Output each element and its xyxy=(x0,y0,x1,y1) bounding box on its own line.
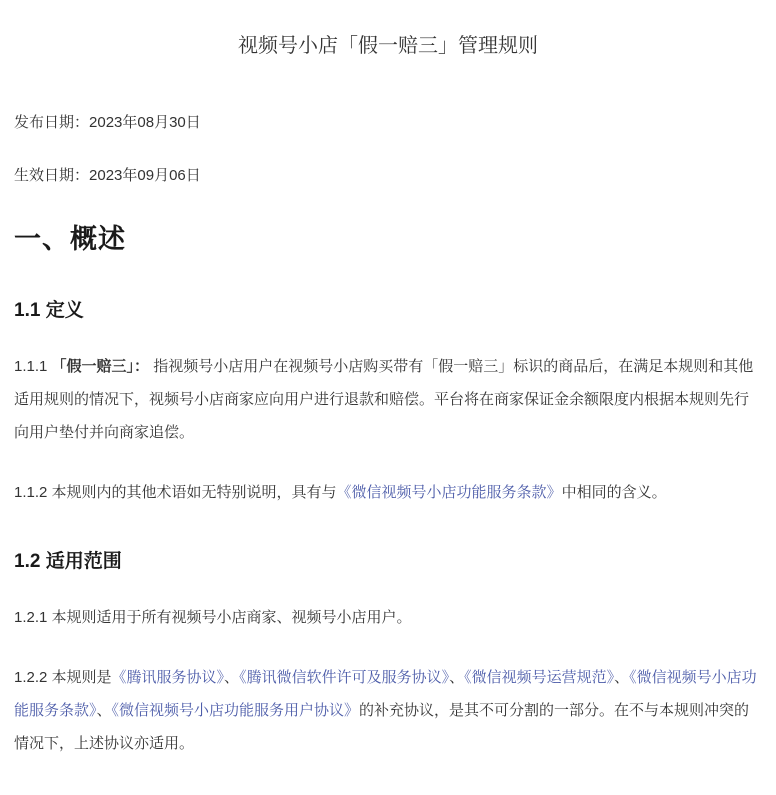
link-channels-operation-rules[interactable]: 《微信视频号运营规范》 xyxy=(464,669,615,686)
separator-1: 、 xyxy=(224,669,240,686)
publish-date-value: 2023年08月30日 xyxy=(89,114,201,131)
paragraph-1-1-1 xyxy=(14,350,762,449)
effective-date-value: 2023年09月06日 xyxy=(89,167,201,184)
effective-date-label: 生效日期： xyxy=(14,167,90,184)
heading-overview: 一、概述 xyxy=(14,224,126,254)
clause-text-1-2-2-post: 的补充协议，是其不可分割的一部分。在不与本规则冲突的情况下，上述协议亦适用。 xyxy=(14,702,750,752)
link-shop-function-user-agreement[interactable]: 《微信视频号小店功能服务用户协议》 xyxy=(111,702,360,719)
paragraph-1-2-2 xyxy=(14,661,762,760)
link-tencent-service-agreement[interactable]: 《腾讯服务协议》 xyxy=(111,669,225,686)
effective-date-line xyxy=(14,159,762,192)
paragraph-1-2-1: 1.2.1 本规则适用于所有视频号小店商家、视频号小店用户。 xyxy=(14,609,412,626)
clause-number-1-1-1: 1.1.1 xyxy=(14,358,48,375)
link-shop-function-service-terms[interactable]: 《微信视频号小店功能服务条款》 xyxy=(336,484,562,501)
link-wechat-software-license-agreement[interactable]: 《腾讯微信软件许可及服务协议》 xyxy=(239,669,450,686)
publish-date-line xyxy=(14,106,762,139)
publish-date-label: 发布日期： xyxy=(14,114,90,131)
link-shop-function-service-terms-2[interactable]: 《微信视频号小店功能服务条款》 xyxy=(14,669,757,719)
clause-text-1-2-2-pre: 1.2.2 本规则是 xyxy=(14,669,112,686)
separator-4: 、 xyxy=(96,702,112,719)
term-fake-one-compensate-three: 「假一赔三」： xyxy=(51,358,150,375)
heading-definitions: 1.1 定义 xyxy=(14,300,84,321)
paragraph-1-1-2 xyxy=(14,476,762,509)
heading-scope: 1.2 适用范围 xyxy=(14,551,122,572)
clause-text-1-1-1: 指视频号小店用户在视频号小店购买带有「假一赔三」标识的商品后，在满足本规则和其他适用规则的情况下，视频号小店商家应向用户进行退款和赔偿。平台将在商家保证金余额限度内根据本规则先行向用户垫付并向商家追偿。 xyxy=(14,358,754,441)
separator-2: 、 xyxy=(449,669,465,686)
clause-text-1-1-2-pre: 1.1.2 本规则内的其他术语如无特别说明，具有与 xyxy=(14,484,337,501)
separator-3: 、 xyxy=(614,669,630,686)
page-title: 视频号小店「假一赔三」管理规则 xyxy=(238,35,538,57)
clause-text-1-1-2-post: 中相同的含义。 xyxy=(561,484,667,501)
